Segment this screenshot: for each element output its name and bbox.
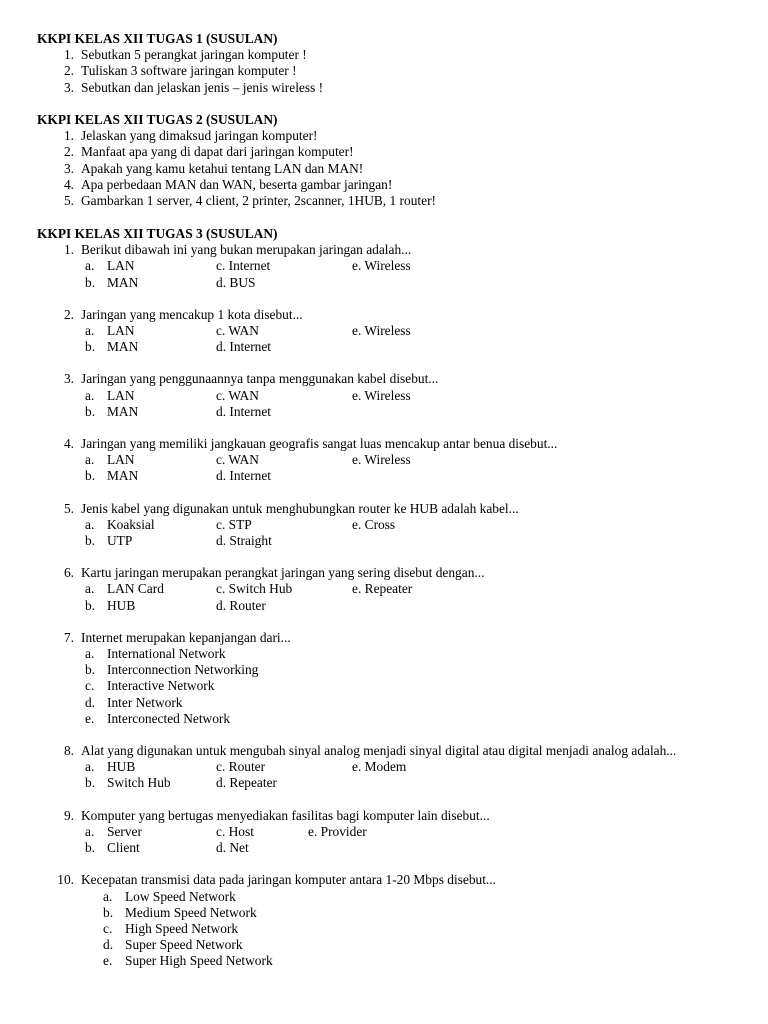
option-d: d. Internet bbox=[216, 403, 272, 419]
question-text: Alat yang digunakan untuk mengubah sinyal analog menjadi sinyal digital atau digital menjadi analog adalah... bbox=[81, 743, 677, 759]
option-c: c. WAN bbox=[216, 452, 259, 468]
question bbox=[37, 808, 737, 857]
question-number: 3. bbox=[63, 371, 74, 387]
item-number: 1. bbox=[63, 47, 74, 63]
option-a: a. HUB bbox=[85, 759, 136, 775]
task2-section bbox=[37, 112, 737, 209]
question bbox=[37, 743, 737, 792]
list-item bbox=[37, 63, 737, 79]
item-text: Tuliskan 3 software jaringan komputer ! bbox=[81, 63, 297, 79]
option-e: e. Wireless bbox=[352, 258, 411, 274]
option-list bbox=[37, 889, 737, 970]
task1-title: KKPI KELAS XII TUGAS 1 (SUSULAN) bbox=[37, 31, 278, 46]
option-b: b. Switch Hub bbox=[85, 775, 171, 791]
option-d: d. Inter Network bbox=[85, 694, 183, 710]
option-d: d. Internet bbox=[216, 339, 272, 355]
list-item bbox=[37, 47, 737, 63]
option-d: d. Net bbox=[216, 840, 249, 856]
question-number: 1. bbox=[63, 242, 74, 258]
item-number: 3. bbox=[63, 79, 74, 95]
option-d: d. Super Speed Network bbox=[103, 937, 243, 953]
task3-section bbox=[37, 226, 737, 970]
option-a: a. LAN bbox=[85, 452, 135, 468]
option-b: b. MAN bbox=[85, 468, 139, 484]
question-text: Berikut dibawah ini yang bukan merupakan jaringan adalah... bbox=[81, 242, 412, 258]
list-item bbox=[37, 128, 737, 144]
option-e: e. Wireless bbox=[352, 452, 411, 468]
list-item bbox=[37, 144, 737, 160]
option-b: b. HUB bbox=[85, 597, 136, 613]
question bbox=[37, 872, 737, 969]
task3-questions bbox=[37, 242, 737, 969]
question-text: Komputer yang bertugas menyediakan fasilitas bagi komputer lain disebut... bbox=[81, 807, 490, 823]
list-item bbox=[37, 80, 737, 96]
option-c: c. Internet bbox=[216, 258, 271, 274]
question-number: 2. bbox=[63, 306, 74, 322]
question-number: 5. bbox=[63, 500, 74, 516]
item-number: 3. bbox=[63, 160, 74, 176]
question-text: Jaringan yang mencakup 1 kota disebut... bbox=[81, 306, 303, 322]
option-e: e. Wireless bbox=[352, 323, 411, 339]
option-e: e. Modem bbox=[352, 759, 407, 775]
task2-title: KKPI KELAS XII TUGAS 2 (SUSULAN) bbox=[37, 112, 278, 127]
item-text: Apa perbedaan MAN dan WAN, beserta gambar jaringan! bbox=[81, 176, 393, 192]
option-b: b. Medium Speed Network bbox=[103, 904, 257, 920]
item-number: 2. bbox=[63, 144, 74, 160]
question-number: 9. bbox=[63, 807, 74, 823]
option-e: e. Cross bbox=[352, 516, 396, 532]
list-item bbox=[37, 161, 737, 177]
option-a: a. Server bbox=[85, 823, 142, 839]
question-text: Jaringan yang penggunaannya tanpa menggunakan kabel disebut... bbox=[81, 371, 439, 387]
question-number: 10. bbox=[57, 872, 74, 888]
question-number: 8. bbox=[63, 743, 74, 759]
option-d: d. BUS bbox=[216, 274, 256, 290]
item-number: 5. bbox=[63, 193, 74, 209]
option-a: a. Low Speed Network bbox=[103, 888, 236, 904]
option-a: a. LAN bbox=[85, 323, 135, 339]
option-c: c. High Speed Network bbox=[103, 920, 239, 936]
option-b: b. MAN bbox=[85, 339, 139, 355]
option-a: a. LAN bbox=[85, 387, 135, 403]
option-b: b. MAN bbox=[85, 274, 139, 290]
option-e: e. Super High Speed Network bbox=[103, 953, 273, 969]
option-d: d. Internet bbox=[216, 468, 272, 484]
option-e: e. Provider bbox=[308, 823, 367, 839]
question-number: 4. bbox=[63, 436, 74, 452]
option-b: b. Client bbox=[85, 840, 140, 856]
question bbox=[37, 630, 737, 727]
question-text: Kartu jaringan merupakan perangkat jaringan yang sering disebut dengan... bbox=[81, 565, 485, 581]
list-item bbox=[37, 177, 737, 193]
item-text: Manfaat apa yang di dapat dari jaringan komputer! bbox=[81, 144, 354, 160]
question-text: Jaringan yang memiliki jangkauan geografis sangat luas mencakup antar benua disebut... bbox=[81, 436, 558, 452]
task2-list bbox=[37, 128, 737, 209]
option-c: c. Host bbox=[216, 823, 254, 839]
item-number: 2. bbox=[63, 63, 74, 79]
option-a: a. LAN bbox=[85, 258, 135, 274]
task1-section bbox=[37, 31, 737, 96]
option-a: a. Koaksial bbox=[85, 516, 155, 532]
item-text: Sebutkan 5 perangkat jaringan komputer ! bbox=[81, 47, 307, 63]
question bbox=[37, 307, 737, 356]
item-number: 4. bbox=[63, 176, 74, 192]
item-number: 1. bbox=[63, 128, 74, 144]
option-b: b. Interconnection Networking bbox=[85, 662, 259, 678]
option-e: e. Repeater bbox=[352, 581, 413, 597]
option-b: b. MAN bbox=[85, 403, 139, 419]
item-text: Gambarkan 1 server, 4 client, 2 printer, 2scanner, 1HUB, 1 router! bbox=[81, 193, 436, 209]
question bbox=[37, 565, 737, 614]
question-text: Kecepatan transmisi data pada jaringan komputer antara 1-20 Mbps disebut... bbox=[81, 872, 496, 888]
question-text: Jenis kabel yang digunakan untuk menghubungkan router ke HUB adalah kabel... bbox=[81, 500, 519, 516]
option-a: a. International Network bbox=[85, 646, 226, 662]
task3-title: KKPI KELAS XII TUGAS 3 (SUSULAN) bbox=[37, 226, 278, 241]
task1-list bbox=[37, 47, 737, 96]
option-e: e. Wireless bbox=[352, 387, 411, 403]
list-item bbox=[37, 193, 737, 209]
item-text: Jelaskan yang dimaksud jaringan komputer! bbox=[81, 128, 318, 144]
option-a: a. LAN Card bbox=[85, 581, 164, 597]
question-number: 6. bbox=[63, 565, 74, 581]
question-number: 7. bbox=[63, 629, 74, 645]
option-d: d. Repeater bbox=[216, 775, 277, 791]
question bbox=[37, 371, 737, 420]
option-d: d. Router bbox=[216, 597, 266, 613]
question bbox=[37, 242, 737, 291]
question-text: Internet merupakan kepanjangan dari... bbox=[81, 629, 291, 645]
option-c: c. WAN bbox=[216, 323, 259, 339]
option-b: b. UTP bbox=[85, 533, 133, 549]
option-e: e. Interconected Network bbox=[85, 710, 231, 726]
option-c: c. WAN bbox=[216, 387, 259, 403]
question bbox=[37, 436, 737, 485]
item-text: Sebutkan dan jelaskan jenis – jenis wireless ! bbox=[81, 79, 324, 95]
option-c: c. Switch Hub bbox=[216, 581, 293, 597]
option-list bbox=[37, 646, 737, 727]
option-c: c. STP bbox=[216, 516, 252, 532]
option-c: c. Router bbox=[216, 759, 266, 775]
item-text: Apakah yang kamu ketahui tentang LAN dan MAN! bbox=[81, 160, 364, 176]
option-d: d. Straight bbox=[216, 533, 272, 549]
option-c: c. Interactive Network bbox=[85, 678, 215, 694]
question bbox=[37, 501, 737, 550]
